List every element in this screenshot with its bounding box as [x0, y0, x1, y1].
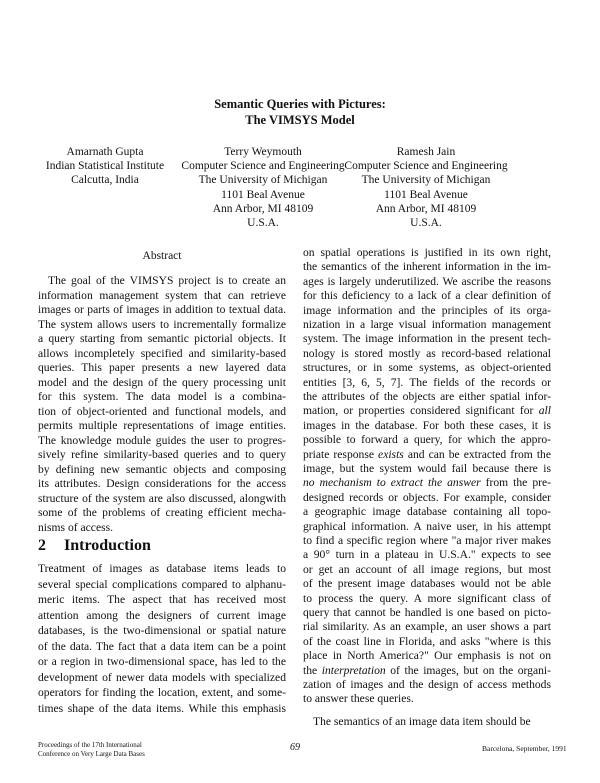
author-affiliation-line: Indian Statistical Institute [45, 160, 165, 173]
author-affiliation-line: The University of Michigan [198, 174, 328, 187]
text-line: Treatment of images as database items leads to [38, 562, 286, 575]
text-line: permits multiple representations of image entities. [38, 419, 286, 432]
text-segment: to process the query. A more significant class of [303, 591, 551, 605]
text-line: attention among the designers of current image [38, 608, 286, 622]
title-line-2: The VIMSYS Model [245, 113, 355, 127]
text-segment: a geographic image database containing all topo- [303, 505, 551, 519]
text-segment: the attributes of the objects are either spatial infor- [303, 390, 551, 403]
page-number: 69 [290, 742, 300, 753]
next-paragraph-line: The semantics of an image data item should be [313, 715, 531, 728]
text-line: its attributes. Design considerations for the access [38, 477, 286, 490]
text-line: allows incompletely specified and similarity-based [38, 346, 286, 360]
text-segment: entities [3, 6, 5, 7]. The fields of the records or [303, 375, 551, 389]
text-segment: zation of images and the design of access methods [303, 678, 551, 691]
text-line [303, 678, 551, 692]
text-line: several special complications compared to alphanu- [38, 577, 286, 591]
text-line: by defining new semantic objects and composing [38, 462, 286, 476]
text-line: The goal of the VIMSYS project is to create an [48, 274, 286, 287]
text-line [303, 606, 551, 620]
text-line: some of the problems of creating efficient mecha- [38, 506, 286, 519]
text-segment: system. The image information in the present tech- [303, 332, 551, 346]
author-affiliation-line: 1101 Beal Avenue [384, 188, 468, 201]
text-line: or a region in two-dimensional space, has led to the [38, 655, 286, 668]
author-affiliation-line: 1101 Beal Avenue [221, 188, 305, 201]
text-line [303, 332, 551, 346]
text-line: a query starting from semantic pictorial objects. It [38, 332, 286, 345]
text-segment: to answer these queries. [303, 692, 414, 706]
author-weymouth [173, 145, 353, 230]
text-line: for this system. The data model is a combina- [38, 390, 286, 403]
text-line: model and the design of the query processing unit [38, 375, 286, 389]
text-line [303, 390, 551, 404]
text-line [303, 304, 551, 318]
text-line: tion of object-oriented and functional models, and [38, 404, 286, 418]
text-segment: nology is stored mostly as record-based relational [303, 346, 551, 360]
author-name: Terry Weymouth [224, 146, 302, 158]
text-line [303, 347, 551, 361]
emphasis-text: interpretation [321, 663, 386, 677]
text-segment: priate response [303, 447, 379, 461]
text-segment: nization in a large visual information management [303, 318, 551, 331]
text-line: sively refine similarity-based queries and to query [38, 448, 286, 461]
author-affiliation-line: U.S.A. [247, 217, 279, 230]
text-segment: rial similarity. As an example, an user shows a part [303, 620, 551, 634]
text-line: The system allows users to incrementally formalize [38, 317, 286, 331]
text-line [303, 577, 551, 591]
text-segment: images in the database. For both these cases, it is [303, 418, 551, 432]
author-name: Ramesh Jain [396, 146, 456, 158]
text-line: The knowledge module guides the user to progres- [38, 433, 286, 447]
text-segment: or get an account of all image regions, but most [303, 562, 551, 576]
text-line [303, 505, 551, 519]
text-line [303, 419, 551, 433]
footer-proceedings-line-2: Conference on Very Large Data Bases [38, 750, 145, 758]
text-segment: of the coast line in Florida, and asks "where is this [303, 634, 551, 648]
text-segment: mation, or properties considered significant for [303, 404, 539, 418]
text-line [303, 376, 551, 390]
text-line: images or parts of images in addition to textual data. [38, 303, 286, 316]
text-line [303, 635, 551, 649]
section-number: 2 [38, 537, 46, 554]
text-line [303, 692, 551, 706]
text-segment: the [303, 663, 322, 677]
text-line: databases, is the two-dimensional or spatial nature [38, 624, 286, 637]
text-line [303, 620, 551, 634]
emphasis-text: no mechanism to extract the answer [303, 476, 481, 490]
section-title: Introduction [64, 537, 151, 554]
footer-proceedings-line-1: Proceedings of the 17th International [38, 741, 142, 749]
text-line: structure of the system are also discussed, alongwith [38, 491, 286, 505]
text-line [303, 448, 551, 462]
author-name: Amarnath Gupta [66, 146, 144, 158]
text-segment: of the images, but on the organi- [385, 663, 551, 677]
text-line [303, 318, 551, 332]
text-line [303, 275, 551, 289]
paper-title [0, 96, 600, 128]
text-segment: designed records or objects. For example, consider [303, 490, 551, 504]
text-line: of the data. The fact that a data item can be a point [38, 639, 286, 653]
text-line [303, 433, 551, 447]
text-segment: graphical information. A naive user, in his attempt [303, 519, 551, 533]
text-line [303, 664, 551, 678]
text-line: operators for finding the location, extent, and some- [38, 686, 286, 699]
text-line [303, 520, 551, 534]
text-line [303, 548, 551, 562]
author-affiliation-line: U.S.A. [410, 217, 442, 230]
text-line [303, 491, 551, 505]
author-affiliation-line: Calcutta, India [71, 174, 139, 187]
text-segment: query that cannot be handled is one based on picto- [303, 606, 551, 619]
abstract-heading: Abstract [142, 250, 182, 262]
text-line [303, 476, 551, 490]
author-affiliation-line: Ann Arbor, MI 48109 [375, 202, 477, 215]
text-line [303, 649, 551, 663]
text-line [303, 260, 551, 274]
text-segment: from the pre- [480, 476, 551, 490]
text-line [303, 563, 551, 577]
author-affiliation-line: The University of Michigan [361, 174, 491, 187]
author-gupta [15, 145, 195, 188]
text-line [303, 534, 551, 548]
text-line [303, 462, 551, 476]
emphasis-text: exists [378, 447, 404, 461]
text-segment: ages is largely underutilized. We ascribe the reasons [303, 274, 551, 288]
text-segment: possible to forward a query, for which the appro- [303, 433, 551, 447]
emphasis-text: all [538, 404, 551, 418]
text-segment: image, but the system would fail because there is [303, 462, 551, 475]
section-heading-introduction [38, 537, 151, 555]
text-segment: and can be extracted from the [403, 447, 551, 461]
text-segment: a 90° turn in a plateau in U.S.A." expects to see [303, 548, 551, 562]
text-line [303, 404, 551, 418]
author-affiliation-line: Computer Science and Engineering [181, 160, 345, 173]
text-line: nisms of access. [38, 520, 114, 534]
author-affiliation-line: Ann Arbor, MI 48109 [212, 202, 314, 215]
text-segment: on spatial operations is justified in its own right, [303, 246, 551, 259]
text-line [303, 592, 551, 606]
text-line [303, 289, 551, 303]
text-segment: structures, or in some systems, as object-oriented [303, 361, 551, 375]
text-line: development of newer data models with specialized [38, 670, 286, 684]
text-line: queries. This paper presents a new layered data [38, 361, 286, 374]
footer-location-date: Barcelona, September, 1991 [482, 744, 567, 753]
text-line: meric items. The aspect that has received most [38, 593, 286, 606]
text-segment: for this deficiency to a lack of a clear definition of [303, 289, 551, 303]
text-segment: place in North America?" Our emphasis is not on [303, 649, 551, 663]
text-segment: to find a specific region where "a major river makes [303, 534, 551, 547]
text-line [303, 361, 551, 375]
footer-proceedings [38, 741, 145, 759]
author-affiliation-line: Computer Science and Engineering [344, 160, 508, 173]
text-segment: image information and the principles of its orga- [303, 303, 551, 317]
text-line: times shape of the data items. While this emphasis [38, 701, 286, 715]
text-line: information management system that can retrieve [38, 288, 286, 302]
text-segment: of the present image databases would not be able [303, 577, 551, 591]
author-jain [336, 145, 516, 230]
text-line [303, 246, 551, 260]
text-segment: the semantics of the inherent information in the im- [303, 260, 551, 274]
title-line-1: Semantic Queries with Pictures: [214, 97, 386, 111]
